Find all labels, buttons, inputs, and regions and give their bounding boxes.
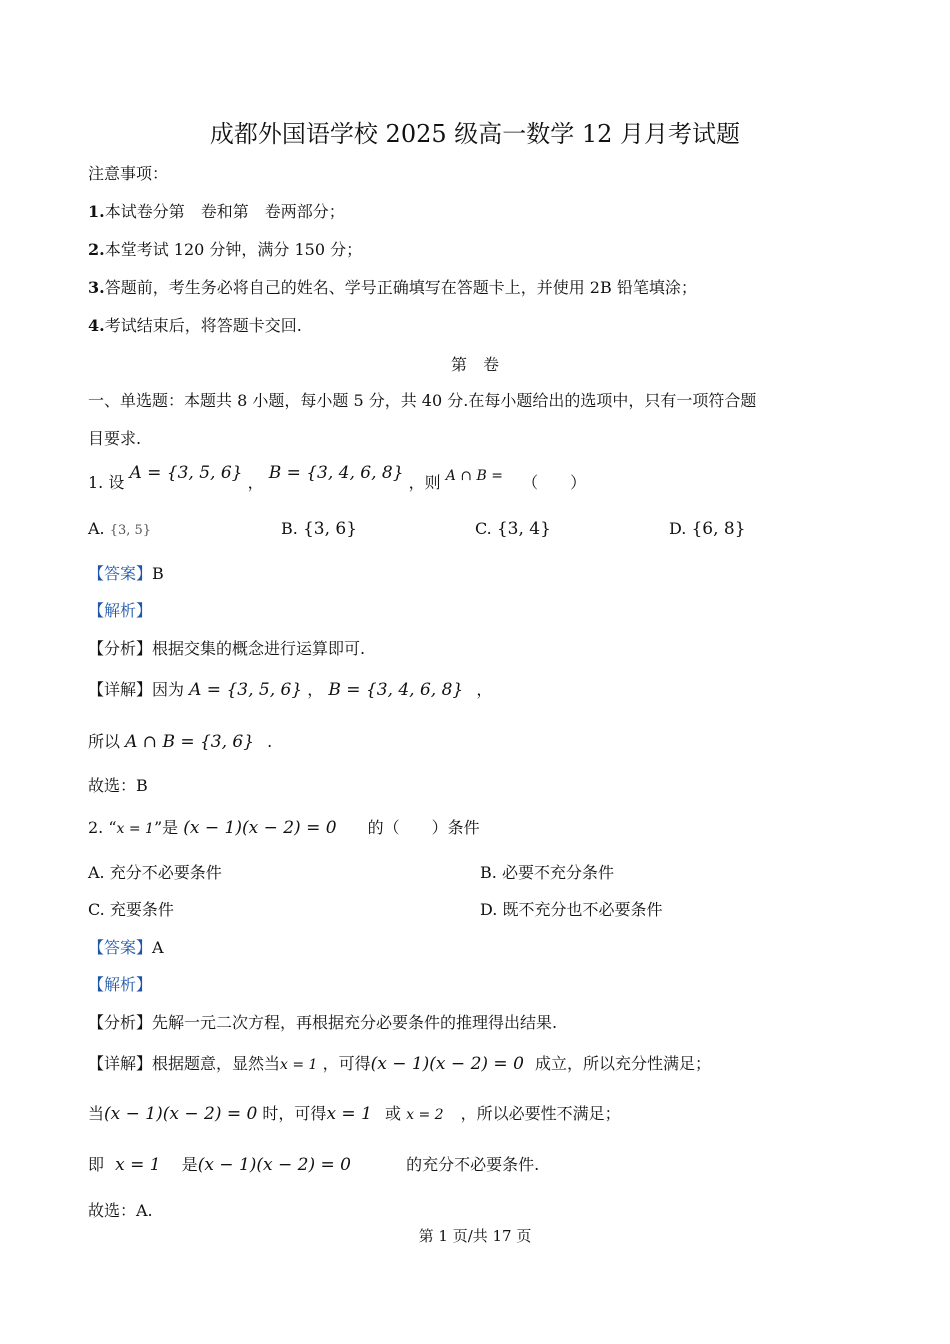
q1-paren: （ ） — [522, 473, 587, 492]
detail-tag: 【详解】 — [88, 680, 153, 699]
notice-heading: 注意事项： — [88, 164, 169, 183]
fenxi-tag: 【分析】 — [88, 639, 153, 658]
q1-conclusion — [88, 731, 272, 753]
option-value: {6, 8} — [691, 519, 746, 539]
answer-value: B — [152, 564, 164, 583]
notice-text: 考试结束后，将答题卡交回. — [104, 316, 302, 335]
q2-prefix: 2. “ — [88, 818, 117, 837]
option-value: 既不充分也不必要条件 — [502, 900, 663, 919]
q2-detail-line2 — [88, 1103, 621, 1126]
option-label: B. — [480, 863, 497, 882]
detail-tag: 【详解】 — [88, 1054, 153, 1073]
detail-eq: (x − 1)(x − 2) = 0 — [370, 1054, 524, 1074]
detail-end: ，所以必要性不满足； — [460, 1104, 621, 1123]
detail-comma: ， — [307, 680, 324, 699]
page-title: 成都外国语学校 2025 级高一数学 12 月月考试题 — [209, 120, 741, 148]
question-1-stem — [88, 463, 587, 495]
q2-detail-line3 — [88, 1154, 539, 1176]
notice-item — [88, 239, 362, 261]
q1-comma: ， — [247, 473, 264, 492]
detail-end: ， — [476, 680, 493, 699]
notice-item — [88, 315, 302, 337]
part1-instructions: 一、单选题：本题共 8 小题，每小题 5 分，共 40 分.在每小题给出的选项中，只有一项符合题 — [88, 391, 757, 410]
option-value: 充要条件 — [109, 900, 174, 919]
option-label: D. — [480, 900, 498, 919]
q1-expr: A ∩ B = — [445, 468, 503, 484]
fenxi-text: 先解一元二次方程，再根据充分必要条件的推理得出结果. — [152, 1013, 558, 1032]
detail-set-a: A = {3, 5, 6} — [189, 680, 303, 700]
q2-answer — [88, 937, 164, 959]
answer-tag: 【答案】 — [88, 938, 153, 957]
detail-is: 是 — [181, 1155, 198, 1174]
notice-num: 2. — [88, 240, 105, 259]
q2-eq: (x − 1)(x − 2) = 0 — [183, 818, 337, 838]
q1-detail — [88, 679, 492, 701]
detail-prefix: 因为 — [152, 680, 185, 699]
option-label: C. — [88, 900, 105, 919]
detail-x1: x = 1 — [326, 1104, 372, 1124]
q2-mid: ”是 — [153, 818, 179, 837]
notice-text: 答题前，考生务必将自己的姓名、学号正确填写在答题卡上，并使用 2B 铅笔填涂； — [104, 278, 697, 297]
notice-text: 本堂考试 120 分钟，满分 150 分； — [104, 240, 363, 259]
detail-end: 的充分不必要条件. — [406, 1155, 540, 1174]
detail-cond: x = 1 — [115, 1155, 161, 1175]
detail-prefix: 根据题意，显然当 — [152, 1054, 281, 1073]
q2-fenxi — [88, 1012, 557, 1034]
q2-analysis-tag: 【解析】 — [88, 975, 153, 994]
q1-then: ，则 — [408, 473, 441, 492]
part1-instructions-cont: 目要求. — [88, 429, 142, 448]
option-value: {3, 6} — [302, 519, 358, 539]
option-value: 必要不充分条件 — [501, 863, 614, 882]
option-label: D. — [669, 519, 687, 538]
q1-option-d — [669, 518, 746, 540]
so-expr: A ∩ B = {3, 6} — [125, 732, 255, 752]
option-value: 充分不必要条件 — [109, 863, 222, 882]
detail-eq: (x − 1)(x − 2) = 0 — [104, 1104, 258, 1124]
q1-set-b: B = {3, 4, 6, 8} — [268, 463, 404, 483]
q2-cond: x = 1 — [116, 821, 154, 837]
option-label: C. — [475, 519, 492, 538]
q2-option-a — [88, 862, 222, 884]
q2-suffix: 的（ ）条件 — [367, 818, 480, 837]
section-heading: 第 卷 — [450, 355, 499, 374]
detail-prefix: 即 — [88, 1155, 105, 1174]
q1-choose: 故选：B — [88, 776, 148, 795]
detail-end: 成立，所以充分性满足； — [534, 1054, 711, 1073]
option-label: B. — [281, 519, 298, 538]
q1-option-b — [281, 518, 357, 540]
answer-value: A — [152, 938, 164, 957]
option-value: {3, 5} — [109, 523, 152, 538]
detail-x2: x = 2 — [406, 1107, 444, 1123]
fenxi-text: 根据交集的概念进行运算即可. — [152, 639, 366, 658]
option-label: A. — [88, 863, 105, 882]
page-footer: 第 1 页/共 17 页 — [418, 1227, 532, 1245]
detail-prefix: 当 — [88, 1104, 105, 1123]
q1-fenxi — [88, 638, 365, 660]
q2-detail-line1 — [88, 1053, 711, 1076]
detail-mid: ，可得 — [322, 1054, 371, 1073]
detail-set-b: B = {3, 4, 6, 8} — [328, 680, 464, 700]
detail-cond: x = 1 — [280, 1057, 318, 1073]
q2-option-c — [88, 899, 174, 921]
q1-set-a: A = {3, 5, 6} — [129, 463, 243, 483]
so-prefix: 所以 — [88, 732, 121, 751]
detail-or: 或 — [385, 1104, 402, 1123]
notice-num: 3. — [88, 278, 105, 297]
q1-answer — [88, 563, 164, 585]
option-value: {3, 4} — [496, 519, 551, 539]
question-2-stem — [88, 817, 480, 840]
notice-item — [88, 201, 345, 223]
notice-num: 1. — [88, 202, 105, 221]
q1-prefix: 1. 设 — [88, 473, 125, 492]
fenxi-tag: 【分析】 — [88, 1013, 153, 1032]
detail-mid: 时，可得 — [262, 1104, 327, 1123]
notice-item — [88, 277, 697, 299]
answer-tag: 【答案】 — [88, 564, 153, 583]
so-end: . — [267, 732, 273, 751]
q1-analysis-tag: 【解析】 — [88, 601, 153, 620]
detail-eq: (x − 1)(x − 2) = 0 — [197, 1155, 351, 1175]
q2-option-d — [480, 899, 662, 921]
option-label: A. — [88, 519, 105, 538]
q1-option-a — [88, 518, 151, 542]
q2-choose: 故选：A. — [88, 1201, 153, 1220]
q1-option-c — [475, 518, 551, 540]
notice-num: 4. — [88, 316, 105, 335]
notice-text: 本试卷分第 卷和第 卷两部分； — [104, 202, 345, 221]
q2-option-b — [480, 862, 614, 884]
